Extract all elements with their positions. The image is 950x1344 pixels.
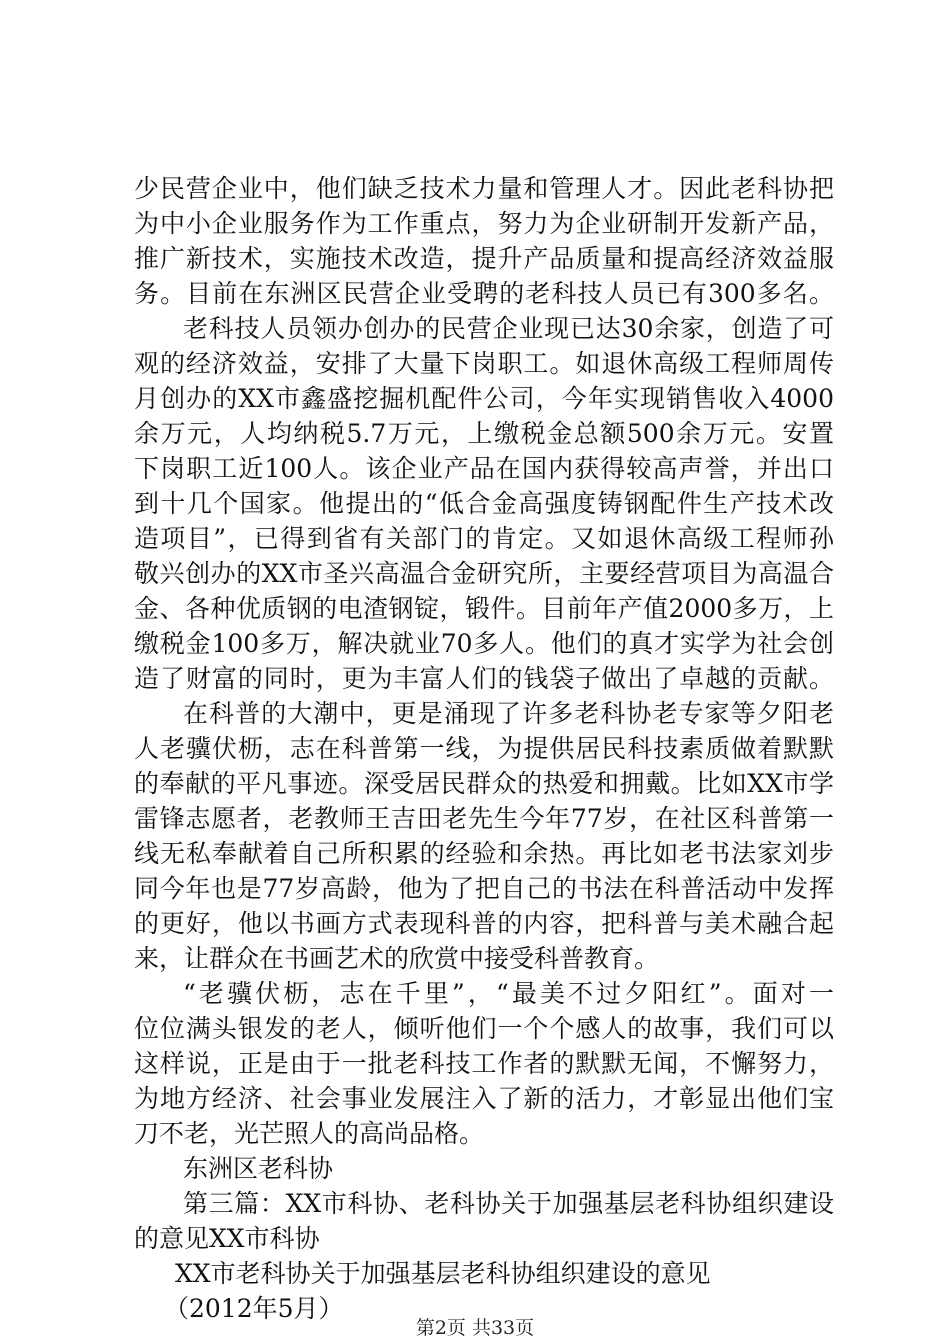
section-heading-line: 的意见XX市科协 bbox=[134, 1224, 320, 1253]
body-text-line: 推广新技术，实施技术改造，提升产品质量和提高经济效益服 bbox=[134, 244, 834, 273]
page-number: 第2页 共33页 bbox=[415, 1317, 535, 1339]
body-text-line: 观的经济效益，安排了大量下岗职工。如退休高级工程师周传 bbox=[134, 349, 834, 378]
document-title-line: XX市老科协关于加强基层老科协组织建设的意见 bbox=[175, 1259, 711, 1288]
body-text-line: 为地方经济、社会事业发展注入了新的活力，才彰显出他们宝 bbox=[134, 1084, 834, 1113]
body-text-line: 下岗职工近100人。该企业产品在国内获得较高声誉，并出口 bbox=[134, 454, 834, 483]
body-text-line: 在科普的大潮中，更是涌现了许多老科协老专家等夕阳老 bbox=[183, 699, 834, 728]
body-text-line: 余万元，人均纳税5.7万元，上缴税金总额500余万元。安置 bbox=[134, 419, 834, 448]
body-text-line: 造了财富的同时，更为丰富人们的钱袋子做出了卓越的贡献。 bbox=[134, 664, 834, 693]
body-text-line: 到十几个国家。他提出的“低合金高强度铸钢配件生产技术改 bbox=[134, 489, 834, 518]
body-text-line: 月创办的XX市鑫盛挖掘机配件公司，今年实现销售收入4000 bbox=[134, 384, 834, 413]
body-text-line: 刀不老，光芒照人的高尚品格。 bbox=[134, 1119, 485, 1148]
body-text-line: 同今年也是77岁高龄，他为了把自己的书法在科普活动中发挥 bbox=[134, 874, 834, 903]
body-text-line: 务。目前在东洲区民营企业受聘的老科技人员已有300多名。 bbox=[134, 279, 834, 308]
body-text-line: 老科技人员领办创办的民营企业现已达30余家，创造了可 bbox=[183, 314, 834, 343]
body-text-line: 金、各种优质钢的电渣钢锭，锻件。目前年产值2000多万，上 bbox=[134, 594, 834, 623]
body-text-line: 的更好，他以书画方式表现科普的内容，把科普与美术融合起 bbox=[134, 909, 834, 938]
body-text-line: 缴税金100多万，解决就业70多人。他们的真才实学为社会创 bbox=[134, 629, 834, 658]
body-text-line: 少民营企业中，他们缺乏技术力量和管理人才。因此老科协把 bbox=[134, 174, 834, 203]
body-text-line: 造项目”，已得到省有关部门的肯定。又如退休高级工程师孙 bbox=[134, 524, 834, 553]
document-date-line: （2012年5月） bbox=[164, 1294, 344, 1323]
body-text-line: 雷锋志愿者，老教师王吉田老先生今年77岁，在社区科普第一 bbox=[134, 804, 834, 833]
body-text-line: 来，让群众在书画艺术的欣赏中接受科普教育。 bbox=[134, 944, 660, 973]
section-heading-line: 第三篇：XX市科协、老科协关于加强基层老科协组织建设 bbox=[183, 1189, 834, 1218]
body-text-line: 的奉献的平凡事迹。深受居民群众的热爱和拥戴。比如XX市学 bbox=[134, 769, 834, 798]
body-text-line: 人老骥伏枥，志在科普第一线，为提供居民科技素质做着默默 bbox=[134, 734, 834, 763]
body-text-line: 敬兴创办的XX市圣兴高温合金研究所，主要经营项目为高温合 bbox=[134, 559, 834, 588]
body-text-line: 位位满头银发的老人，倾听他们一个个感人的故事，我们可以 bbox=[134, 1014, 834, 1043]
body-text-line: 线无私奉献着自己所积累的经验和余热。再比如老书法家刘步 bbox=[134, 839, 834, 868]
body-text-line: 为中小企业服务作为工作重点，努力为企业研制开发新产品， bbox=[134, 209, 834, 238]
body-text-line: “老骥伏枥，志在千里”，“最美不过夕阳红”。面对一 bbox=[183, 979, 834, 1008]
body-text-line: 这样说，正是由于一批老科技工作者的默默无闻，不懈努力， bbox=[134, 1049, 834, 1078]
signature-line: 东洲区老科协 bbox=[183, 1154, 334, 1183]
